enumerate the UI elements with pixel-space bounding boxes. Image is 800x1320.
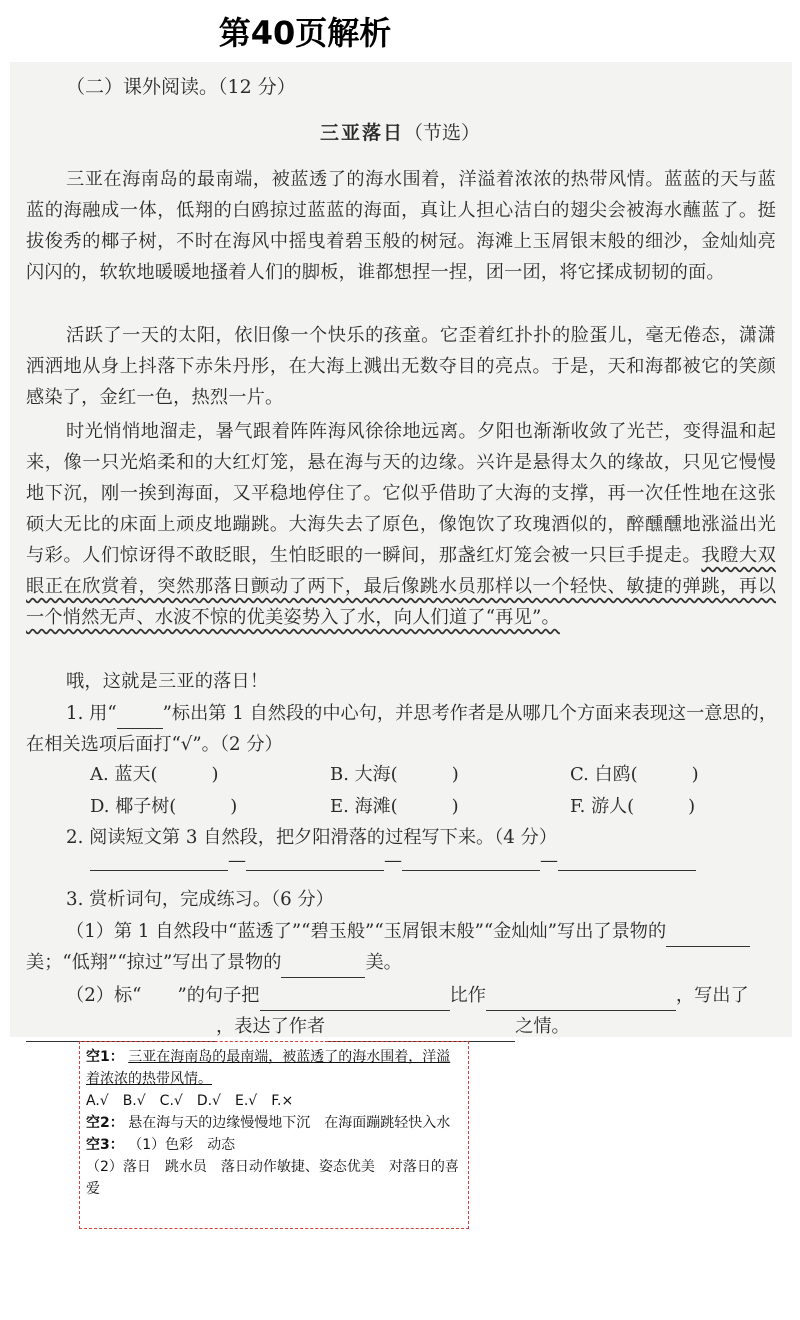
wavy-underlined-sentence: 我瞪大双眼正在欣赏着，突然那落日颤动了两下，最后像跳水员那样以一个轻快、敏捷的弹跳，再以一个悄然无声、水波不惊的优美姿势入了水，向人们道了“再见”。 <box>26 545 776 628</box>
answer-blank[interactable] <box>260 988 450 1011</box>
answer-row-3b: （2）落日 跳水员 落日动作敏捷、姿态优美 对落日的喜爱 <box>86 1159 459 1197</box>
answer-blank-4[interactable] <box>558 848 696 871</box>
q3a-text-3: 美。 <box>365 952 402 973</box>
question-3: 3. 赏析词句，完成练习。（6 分） <box>66 889 334 910</box>
question-1-lead: 1. 用“ <box>66 703 117 724</box>
story-paragraph-3 <box>26 416 776 633</box>
option-f: F. 游人( ) <box>570 796 696 817</box>
q3b-text-2: ”的句子把 <box>177 985 260 1006</box>
question-1 <box>26 698 778 760</box>
page-title: 第40页解析 <box>218 14 392 52</box>
story-paragraph-4: 哦，这就是三亚的落日！ <box>66 671 269 692</box>
answer-checks: A.√ B.√ C.√ D.√ E.√ F.× <box>86 1093 294 1109</box>
option-a: A. 蓝天( ) <box>90 764 219 785</box>
answer-blank[interactable] <box>281 955 365 978</box>
answer-key-3: 空3： <box>86 1137 124 1153</box>
q3b-text-3: 比作 <box>449 985 486 1006</box>
answer-blank-1[interactable] <box>90 848 228 871</box>
story-title <box>0 118 800 145</box>
story-paragraph-2: 活跃了一天的太阳，依旧像一个快乐的孩童。它歪着红扑扑的脸蛋儿，毫无倦态，潇潇洒洒地从身上抖落下赤朱丹彤，在大海上溅出无数夺目的亮点。于是，天和海都被它的笑颜感染了，金红一色，热烈一片。 <box>26 325 776 408</box>
q3b-text-4: ，写出了 <box>675 985 749 1006</box>
dash-separator: — <box>540 850 558 871</box>
answer-key-1: 空1： <box>86 1049 124 1065</box>
dash-separator: — <box>228 850 246 871</box>
answer-key-2: 空2： <box>86 1115 124 1131</box>
dash-separator: — <box>384 850 402 871</box>
story-paragraph-1: 三亚在海南岛的最南端，被蓝透了的海水围着，洋溢着浓浓的热带风情。蓝蓝的天与蓝蓝的海融成一体，低翔的白鸥掠过蓝蓝的海面，真让人担心洁白的翅尖会被海水蘸蓝了。挺拔俊秀的椰子树，不时在海风中摇曳着碧玉般的树冠。海滩上玉屑银末般的细沙，金灿灿亮闪闪的，软软地暖暖地搔着人们的脚板，谁都想捏一捏，团一团，将它揉成韧韧的面。 <box>26 169 776 283</box>
answer-blank-3[interactable] <box>402 848 540 871</box>
q3b-text-1: （2）标“ <box>66 985 142 1006</box>
answer-box <box>79 1041 469 1229</box>
answer-blank-2[interactable] <box>246 848 384 871</box>
answer-row-3 <box>86 1134 462 1156</box>
q3a-text-2: 美；“低翔”“掠过”写出了景物的 <box>26 952 282 973</box>
answer-value-1: 三亚在海南岛的最南端，被蓝透了的海水围着，洋溢着浓浓的热带风情。 <box>86 1049 451 1087</box>
story-title-main: 三亚落日 <box>319 122 404 144</box>
answer-row-1 <box>86 1046 462 1090</box>
question-1-text: ”标出第 1 自然段的中心句，并思考作者是从哪几个方面来表现这一意思的，在相关选项后面打“√”。（2 分） <box>26 703 778 755</box>
answer-blank[interactable] <box>666 924 750 947</box>
question-2: 2. 阅读短文第 3 自然段，把夕阳滑落的过程写下来。（4 分） <box>66 827 558 848</box>
paragraph-3-text: 时光悄悄地溜走，暑气跟着阵阵海风徐徐地远离。夕阳也渐渐收敛了光芒，变得温和起来，像一只光焰柔和的大红灯笼，悬在海与天的边缘。兴许是悬得太久的缘故，只见它慢慢地下沉，刚一挨到海面，又平稳地停住了。它似乎借助了大海的支撑，再一次任性地在这张硕大无比的床面上顽皮地蹦跳。大海失去了原色，像饱饮了玫瑰酒似的，醉醺醺地涨溢出光与彩。人们惊讶得不敢眨眼，生怕眨眼的一瞬间，那盏红灯笼会被一只巨手提走。 <box>26 421 776 566</box>
option-d: D. 椰子树( ) <box>90 796 238 817</box>
answer-value-3a: （1）色彩 动态 <box>128 1137 236 1153</box>
q3a-text-1: （1）第 1 自然段中“蓝透了”“碧玉般”“玉屑银末般”“金灿灿”写出了景物的 <box>66 921 667 942</box>
line-blank <box>117 706 163 729</box>
section-heading: （二）课外阅读。（12 分） <box>66 76 296 98</box>
q3b-text-6: 之情。 <box>515 1016 570 1037</box>
answer-value-2: 悬在海与天的边缘慢慢地下沉 在海面蹦跳轻快入水 <box>128 1115 451 1131</box>
option-e: E. 海滩( ) <box>330 796 459 817</box>
wavy-mark-sample <box>141 980 177 1011</box>
answer-blank[interactable] <box>325 1019 515 1042</box>
option-b: B. 大海( ) <box>330 764 459 785</box>
question-3-part-2 <box>26 980 778 1042</box>
answer-blank[interactable] <box>486 988 676 1011</box>
answer-blanks <box>90 848 696 871</box>
story-subtitle: （节选） <box>404 122 481 144</box>
answer-row-2 <box>86 1112 462 1134</box>
option-c: C. 白鸥( ) <box>570 764 699 785</box>
q3b-text-5: ，表达了作者 <box>216 1016 326 1037</box>
answer-blank[interactable] <box>26 1019 216 1042</box>
question-3-part-1 <box>26 916 778 978</box>
